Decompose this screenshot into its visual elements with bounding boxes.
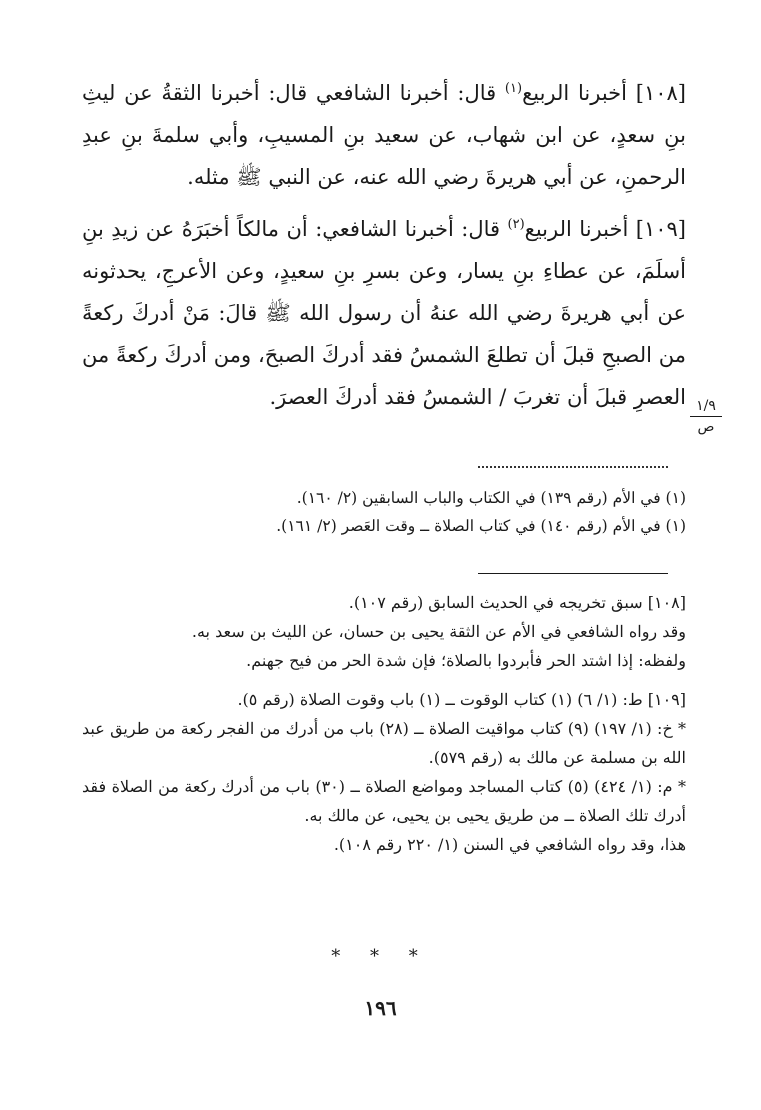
takhrij-separator [478, 573, 668, 574]
hadith-109 [82, 208, 686, 418]
takhrij-108-line-2: وقد رواه الشافعي في الأم عن الثقة يحيى بن حسان، عن الليث بن سعد به. [191, 622, 686, 641]
footnote-separator [478, 466, 668, 468]
footnote-1: (١) في الأم (رقم ١٣٩) في الكتاب والباب السابقين (٢/ ١٦٠). [296, 489, 686, 507]
takhrij-109-muslim: * م: (١/ ٤٢٤) (٥) كتاب المساجد ومواضع الصلاة ــ (٣٠) باب من أدرك ركعة من الصلاة فقد أدرك تلك الصلاة ــ من طريق يحيى بن يحيى، عن مالك به. [82, 777, 687, 825]
takhrij-109-sunan: هذا، وقد رواه الشافعي في السنن (١/ ٢٢٠ رقم ١٠٨). [333, 835, 686, 854]
footnote-marker: (٢) [507, 217, 525, 232]
manuscript-folio: ١/٩ [696, 398, 716, 414]
section-end-stars: * * * [331, 946, 430, 967]
takhrij-108-line-1: [١٠٨] سبق تخريجه في الحديث السابق (رقم ١٠٧). [348, 593, 686, 612]
takhrij-notes [82, 588, 686, 859]
hadith-text-rest: قال: أخبرنا الشافعي: أن مالكاً أخبَرَهُ عن زيدِ بنِ أسلَمَ، عن عطاءِ بنِ يسار، وعن بسرِ بنِ سعيدٍ، وعن الأعرجِ، يحدثونه عن أبي هريرةَ رضي الله عنهُ أن رسول الله ﷺ قالَ: مَنْ أدركَ ركعةً من الصبحِ قبلَ أن تطلعَ الشمسُ فقد أدركَ الصبحَ، ومن أدركَ ركعةً من العصرِ قبلَ أن تغربَ / الشمسُ فقد أدركَ العصرَ. [82, 217, 686, 409]
footnote-2: (١) في الأم (رقم ١٤٠) في كتاب الصلاة ــ وقت العَصر (٢/ ١٦١). [276, 517, 686, 535]
hadith-number: [١٠٨] [635, 81, 686, 105]
manuscript-page-ref [686, 398, 726, 435]
takhrij-109-head: [١٠٩] ط: (١/ ٦) (١) كتاب الوقوت ــ (١) باب وقوت الصلاة (رقم ٥). [237, 690, 686, 709]
hadith-number: [١٠٩] [635, 217, 686, 241]
hadith-text-start: أخبرنا الربيع [522, 81, 636, 105]
manuscript-side: ص [697, 419, 715, 435]
page-number: ١٩٦ [364, 996, 397, 1020]
takhrij-108-line-3: ولفظه: إذا اشتد الحر فأبردوا بالصلاة؛ فإن شدة الحر من فيح جهنم. [246, 651, 686, 670]
footnote-marker: (١) [504, 81, 523, 96]
margin-divider [690, 416, 722, 417]
hadith-text [82, 72, 686, 418]
hadith-text-start: أخبرنا الربيع [524, 217, 636, 241]
hadith-text-rest: قال: أخبرنا الشافعي قال: أخبرنا الثقةُ عن ليثِ بنِ سعدٍ، عن ابن شهاب، عن سعيد بنِ المسيبِ، وأبي سلمةَ بنِ عبدِ الرحمنِ، عن أبي هريرةَ رضي الله عنه، عن النبي ﷺ مثله. [82, 81, 686, 189]
footnotes [82, 484, 686, 540]
takhrij-109-bukhari: * خ: (١/ ١٩٧) (٩) كتاب مواقيت الصلاة ــ (٢٨) باب من أدرك من الفجر ركعة من طريق عبد الله بن مسلمة عن مالك به (رقم ٥٧٩). [82, 719, 687, 767]
hadith-108 [82, 72, 686, 198]
